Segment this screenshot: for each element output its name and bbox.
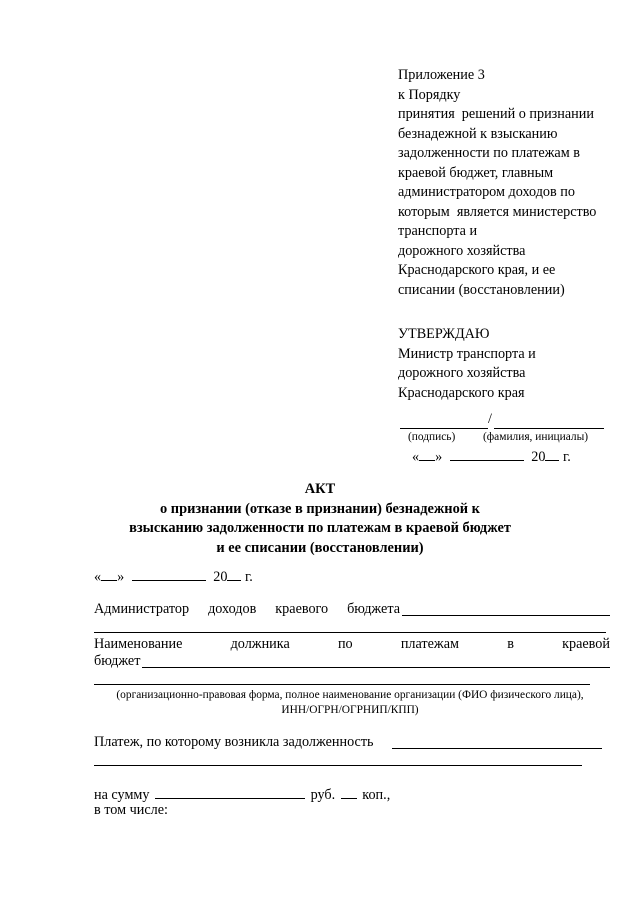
org-caption	[80, 688, 620, 718]
date-close-quote: »	[117, 569, 125, 585]
caption-line: ИНН/ОГРН/ОГРНИП/КПП)	[281, 704, 419, 716]
administrator-field-cont[interactable]	[94, 632, 606, 633]
date-close-quote: »	[435, 449, 443, 465]
day-blank[interactable]	[419, 446, 435, 461]
name-caption: (фамилия, инициалы)	[483, 431, 589, 443]
approval-line: Краснодарского края	[398, 384, 525, 401]
approval-date	[412, 446, 571, 468]
act-title	[0, 480, 640, 558]
year-prefix: 20	[213, 569, 228, 585]
month-blank[interactable]	[132, 566, 206, 581]
appendix-line: к Порядку	[398, 86, 461, 103]
sum-kop-blank[interactable]	[341, 784, 357, 799]
title-line: взысканию задолженности по платежам в краевой бюджет	[129, 520, 511, 536]
caption-line: (организационно-правовая форма, полное наименование организации (ФИО физического лица),	[116, 689, 584, 701]
debtor-field[interactable]	[142, 667, 610, 668]
label-word: в	[507, 636, 514, 652]
signature-blank[interactable]	[400, 428, 488, 429]
year-blank[interactable]	[545, 446, 559, 461]
label-word: краевой	[562, 636, 610, 652]
appendix-line: списании (восстановлении)	[398, 281, 565, 298]
debtor-field-cont[interactable]	[94, 684, 590, 685]
year-suffix: г.	[241, 569, 253, 585]
date-open-quote: «	[94, 569, 102, 585]
approval-line: дорожного хозяйства	[398, 365, 526, 381]
day-blank[interactable]	[101, 566, 117, 581]
appendix-line: администратором доходов по	[398, 184, 575, 200]
administrator-label	[94, 600, 400, 620]
appendix-line: которым является министерство	[398, 203, 597, 220]
year-blank[interactable]	[227, 566, 241, 581]
sum-label: на сумму	[94, 787, 150, 803]
payment-field-cont[interactable]	[94, 765, 582, 766]
signature-slash: /	[488, 411, 492, 427]
payment-label: Платеж, по которому возникла задолженность	[94, 734, 374, 750]
label-word: по	[337, 636, 353, 652]
approval-heading: УТВЕРЖДАЮ	[398, 326, 490, 342]
month-blank[interactable]	[450, 446, 524, 461]
title-line: и ее списании (восстановлении)	[216, 539, 424, 556]
appendix-block	[398, 66, 596, 300]
appendix-line: принятия решений о признании	[398, 106, 594, 122]
label-word: бюджета	[347, 601, 400, 617]
kop-label: коп.,	[362, 787, 391, 803]
label-word: платежам	[400, 636, 459, 652]
including-label: в том числе:	[94, 802, 168, 818]
appendix-line: транспорта и	[398, 223, 478, 239]
sum-rub-blank[interactable]	[155, 784, 305, 799]
year-suffix: г.	[559, 449, 571, 465]
appendix-line: Приложение 3	[398, 67, 485, 83]
payment-field[interactable]	[392, 748, 602, 749]
date-open-quote: «	[412, 449, 420, 465]
act-date	[94, 566, 253, 588]
debtor-label-cont: бюджет	[94, 653, 141, 669]
title-line: АКТ	[304, 481, 336, 497]
label-word: Администратор	[94, 601, 190, 617]
appendix-line: Краснодарского края, и ее	[398, 262, 556, 278]
signature-caption: (подпись)	[408, 431, 456, 443]
label-word: доходов	[208, 601, 257, 617]
label-word: Наименование	[94, 636, 183, 652]
name-blank[interactable]	[494, 428, 604, 429]
rub-label: руб.	[310, 787, 336, 803]
year-prefix: 20	[531, 449, 546, 465]
appendix-line: дорожного хозяйства	[398, 242, 526, 259]
label-word: краевого	[275, 601, 329, 617]
approval-block	[398, 325, 536, 403]
label-word: должника	[230, 636, 290, 652]
appendix-line: задолженности по платежам в	[398, 145, 580, 161]
appendix-line: безнадежной к взысканию	[398, 125, 558, 142]
approval-line: Министр транспорта и	[398, 345, 536, 362]
administrator-field[interactable]	[402, 615, 610, 616]
title-line: о признании (отказе в признании) безнадежной к	[160, 500, 480, 517]
debtor-label	[94, 635, 610, 655]
appendix-line: краевой бюджет, главным	[398, 164, 554, 181]
